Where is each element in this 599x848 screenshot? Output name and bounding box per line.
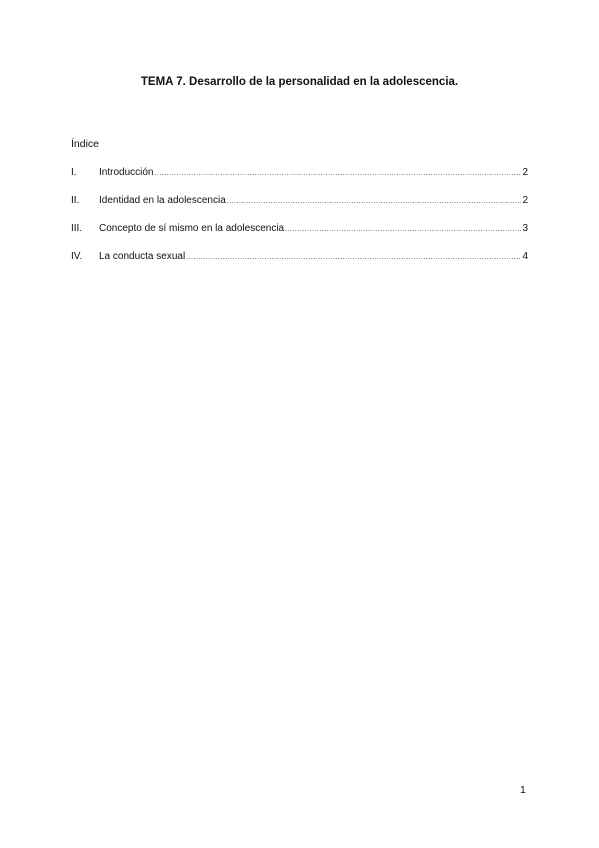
toc-entry-page: 2 xyxy=(522,195,528,206)
toc-entry-concepto[interactable] xyxy=(71,223,528,251)
toc-entry-page: 3 xyxy=(522,223,528,234)
toc-heading: Índice xyxy=(71,138,100,150)
toc-entry-page: 2 xyxy=(522,167,528,178)
table-of-contents xyxy=(71,167,528,279)
toc-entry-title: Introducción xyxy=(99,167,154,178)
toc-entry-number: II. xyxy=(71,195,80,206)
document-title: TEMA 7. Desarrollo de la personalidad en la adolescencia. xyxy=(140,76,459,88)
toc-entry-title: Concepto de sí mismo en la adolescencia xyxy=(99,223,285,234)
toc-entry-identidad[interactable] xyxy=(71,195,528,223)
page-number: 1 xyxy=(520,784,526,796)
toc-dot-leader xyxy=(285,226,521,233)
toc-dot-leader xyxy=(186,254,521,261)
toc-dot-leader xyxy=(154,170,521,177)
toc-entry-conducta[interactable] xyxy=(71,251,528,279)
toc-entry-number: I. xyxy=(71,167,77,178)
toc-entry-number: III. xyxy=(71,223,83,234)
toc-dot-leader xyxy=(227,198,522,205)
toc-entry-introduccion[interactable] xyxy=(71,167,528,195)
toc-entry-title: La conducta sexual xyxy=(99,251,186,262)
toc-entry-page: 4 xyxy=(522,251,528,262)
toc-entry-title: Identidad en la adolescencia xyxy=(99,195,226,206)
toc-entry-number: IV. xyxy=(71,251,83,262)
